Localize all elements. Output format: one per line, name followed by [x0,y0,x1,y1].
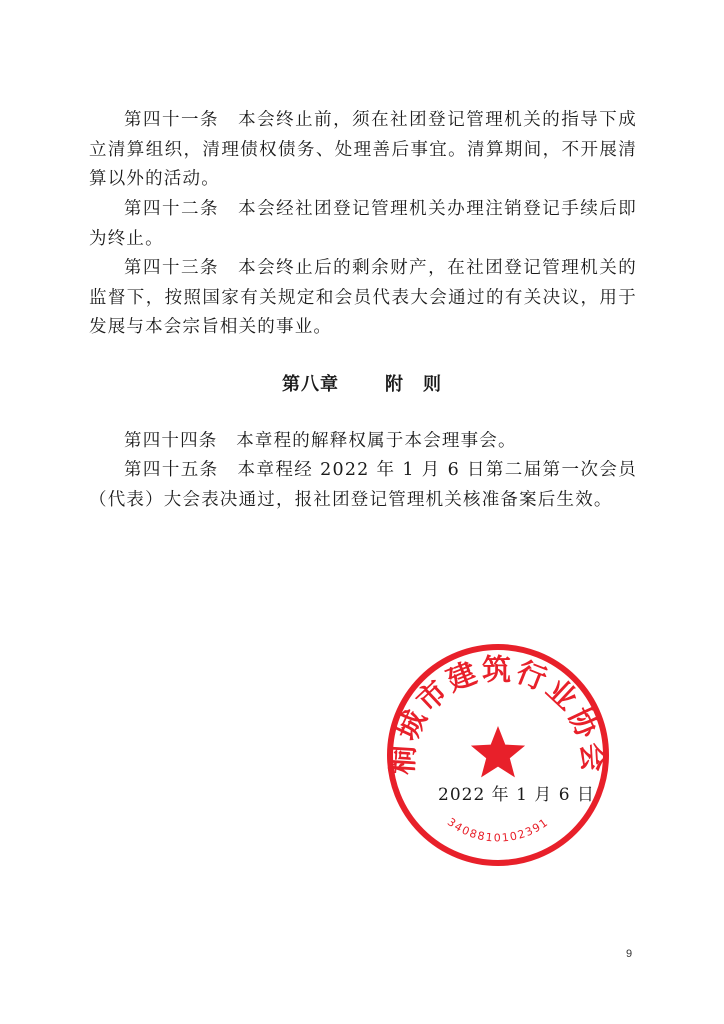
sign-date: 2022 年 1 月 6 日 [438,785,595,805]
chapter-heading [0,370,724,396]
article-45: 第四十五条 本章程经 2022 年 1 月 6 日第二届第一次会员（代表）大会表决通过，报社团登记管理机关核准备案后生效。 [89,460,637,510]
chapter-number: 第八章 [282,374,339,395]
svg-text:3408810102391 [445,815,551,844]
chapter-title: 附 则 [385,374,442,395]
article-43: 第四十三条 本会终止后的剩余财产，在社团登记管理机关的监督下，按照国家有关规定和会员代表大会通过的有关决议，用于发展与本会宗旨相关的事业。 [89,258,637,337]
seal-code: 3408810102391 [444,815,552,845]
article-42: 第四十二条 本会经社团登记管理机关办理注销登记手续后即为终止。 [89,199,637,249]
seal-star-icon [471,726,525,777]
article-44: 第四十四条 本章程的解释权属于本会理事会。 [124,431,517,451]
page-number: 9 [626,948,633,960]
article-41: 第四十一条 本会终止前，须在社团登记管理机关的指导下成立清算组织，清理债权债务、处理善后事宜。清算期间，不开展清算以外的活动。 [89,110,637,189]
official-seal-icon [383,640,613,870]
seal-name: 桐城市建筑行业协会 [385,652,611,776]
